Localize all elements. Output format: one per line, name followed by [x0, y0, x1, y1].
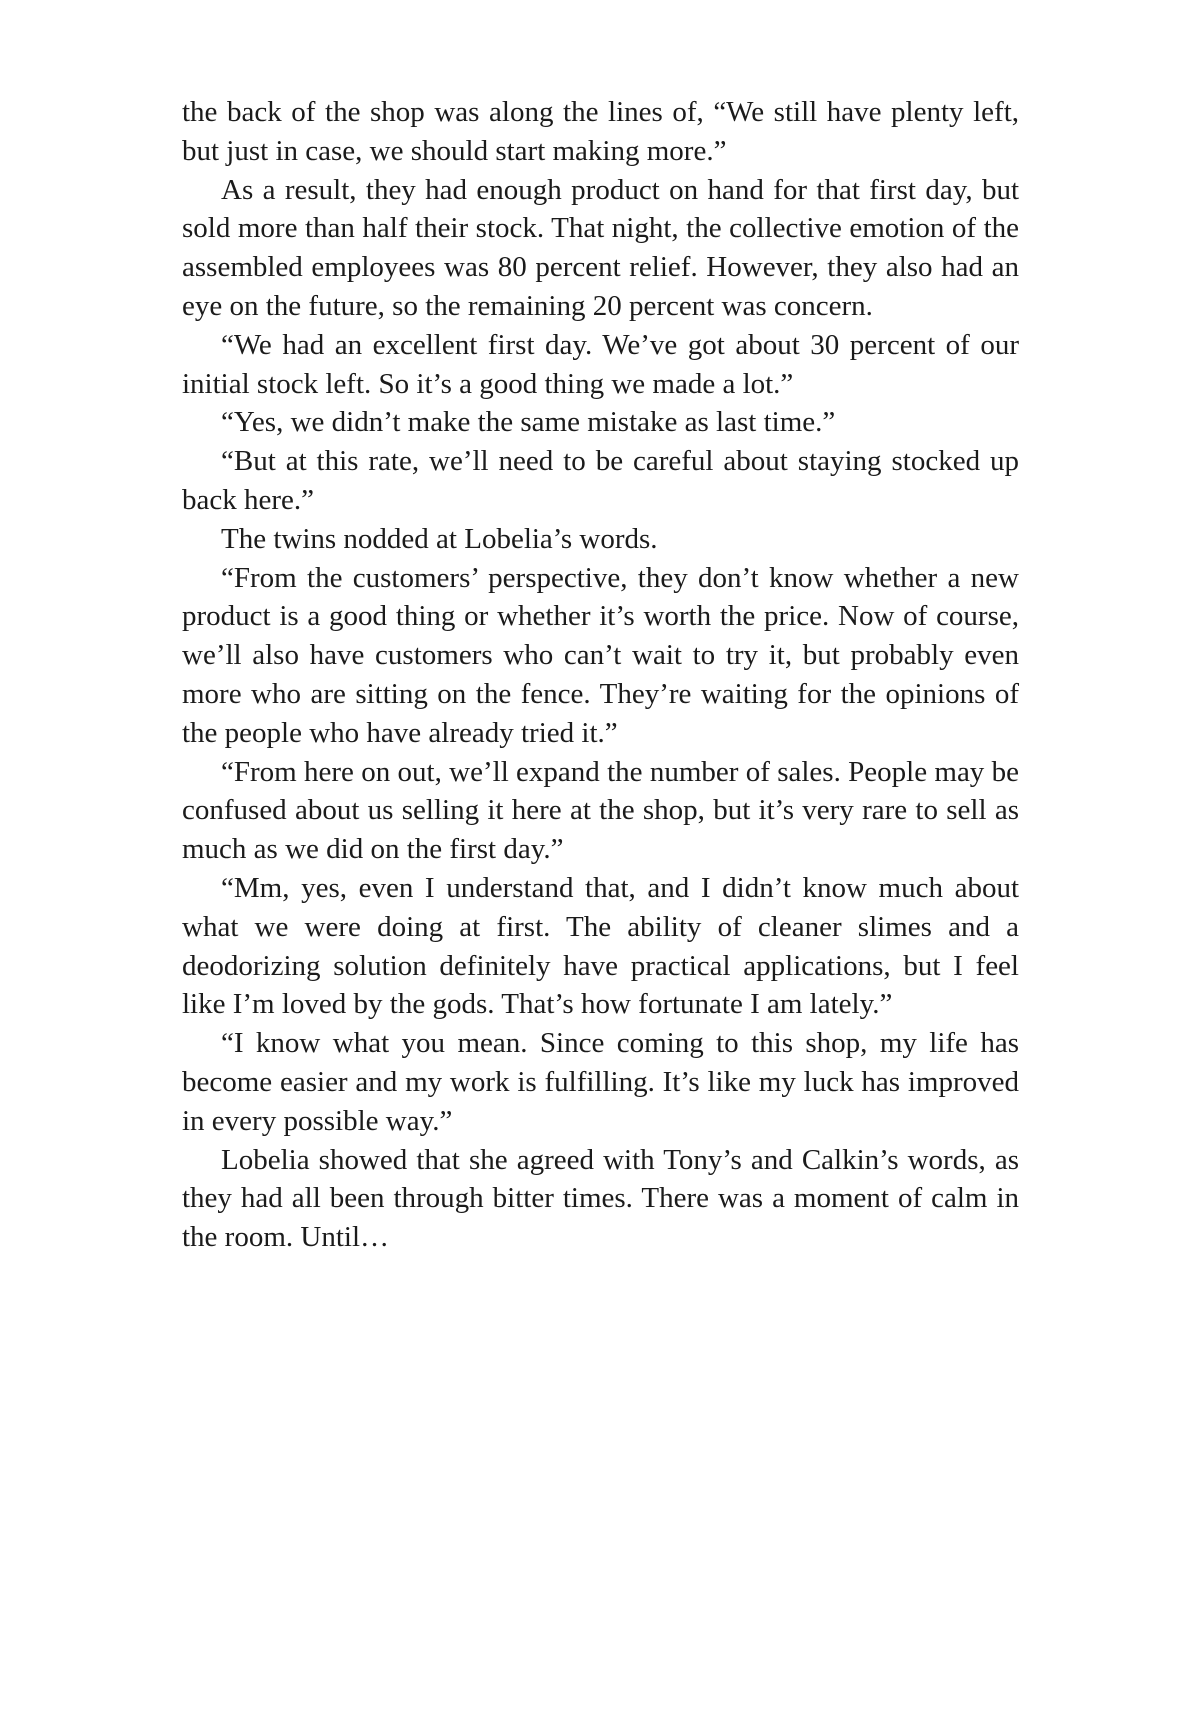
paragraph: “We had an excellent first day. We’ve got about 30 percent of our initial stock left. So it’s a good thing we made a lot.”	[182, 328, 1019, 400]
paragraph: The twins nodded at Lobelia’s words.	[221, 522, 658, 555]
paragraph: “Mm, yes, even I understand that, and I didn’t know much about what we were doing at first. The ability of cleaner slimes and a deodorizing solution definitely have practical applications, but I feel like I’m loved by the gods. That’s how fortunate I am lately.”	[182, 871, 1019, 1021]
paragraph: “From the customers’ perspective, they don’t know whether a new product is a good thing or whether it’s worth the price. Now of course, we’ll also have customers who can’t wait to try it, but probably even more who are sitting on the fence. They’re waiting for the opinions of the people who have already tried it.”	[182, 561, 1019, 749]
paragraph: “Yes, we didn’t make the same mistake as last time.”	[221, 406, 836, 439]
paragraph: “From here on out, we’ll expand the number of sales. People may be confused about us selling it here at the shop, but it’s very rare to sell as much as we did on the first day.”	[182, 755, 1019, 866]
paragraph: “But at this rate, we’ll need to be careful about staying stocked up back here.”	[182, 445, 1019, 516]
paragraph: “I know what you mean. Since coming to this shop, my life has become easier and my work is fulfilling. It’s like my luck has improved in every possible way.”	[182, 1027, 1019, 1137]
paragraph: As a result, they had enough product on hand for that first day, but sold more than half their stock. That night, the collective emotion of the assembled employees was 80 percent relief. However, they also had an eye on the future, so the remaining 20 percent was concern.	[182, 173, 1019, 322]
paragraph: the back of the shop was along the lines of, “We still have plenty left, but just in case, we should start making more.”	[182, 96, 1019, 167]
paragraph: Lobelia showed that she agreed with Tony’s and Calkin’s words, as they had all been through bitter times. There was a moment of calm in the room. Until…	[182, 1143, 1019, 1254]
text-block	[182, 93, 1019, 1257]
